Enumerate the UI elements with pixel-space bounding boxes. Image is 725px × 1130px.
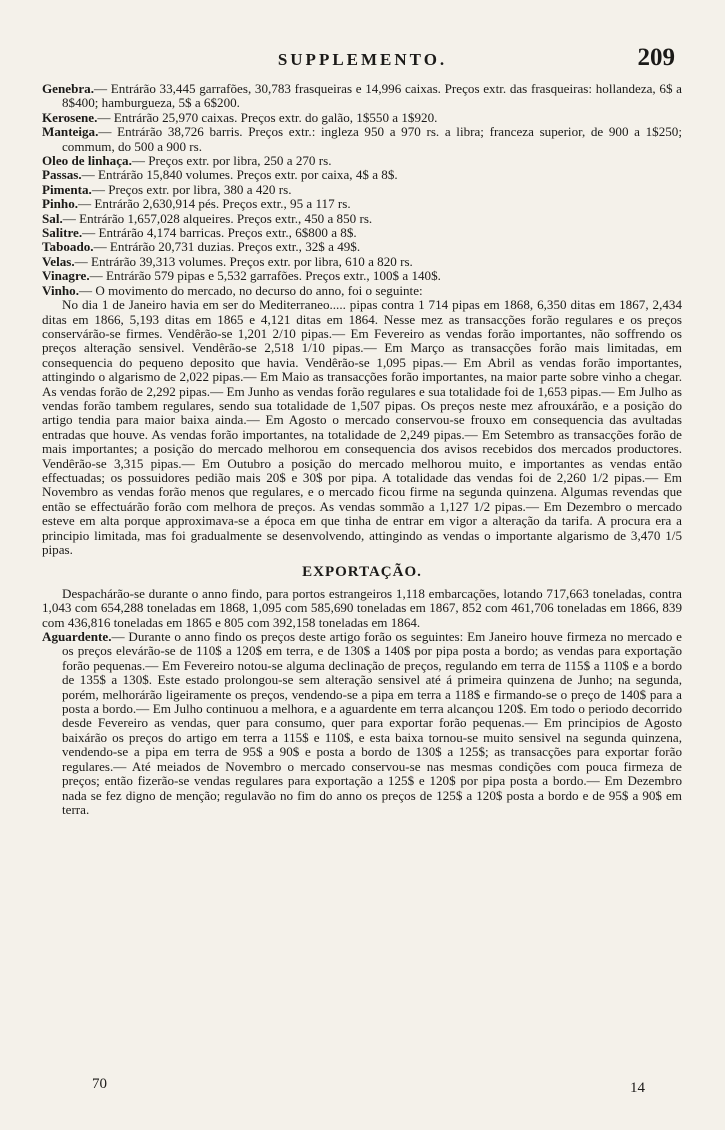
exportacao-intro: Despachárão-se durante o anno findo, para portos estrangeiros 1,118 embarcações, lotando 717,663 toneladas, contra 1,043 com 654,288 toneladas em 1868, 1,095 com 585,690 toneladas em 1867, 852 com 461,706 toneladas em 1866, 839 com 436,816 toneladas em 1865 e 805 com 392,158 toneladas em 1864. [42,585,682,630]
entry-vinagre [42,269,682,283]
entry-text: — Entrárão 579 pipas e 5,532 garrafões. Preços extr., 100$ a 140$. [89,268,441,284]
entry-vinho [42,284,682,298]
entry-text: — O movimento do mercado, no decurso do anno, foi o seguinte: [79,282,423,298]
entry-text: — Preços extr. por libra, 380 a 420 rs. [91,181,292,197]
signature-mark-left: 70 [92,1076,107,1092]
entry-sal [42,212,682,226]
entry-text: — Entrárão 2,630,914 pés. Preços extr., 95 a 117 rs. [78,196,351,212]
entry-text: — Entrárão 33,445 garrafões, 30,783 frasqueiras e 14,996 caixas. Preços extr. das frasqueiras: hollandeza, 6$ a 8$400; hamburgueza, 5$ a 6$200. [62,81,682,111]
entry-term: Passas. [42,167,82,183]
entry-oleo-de-linhaca [42,154,682,168]
vinho-paragraph: No dia 1 de Janeiro havia em ser do Mediterraneo..... pipas contra 1 714 pipas em 1868, 6,350 ditas em 1867, 2,434 ditas em 1866, 5,193 ditas em 1865 e 4,121 ditas em 1864. Nesse mez as transacções forão regulares e os preços conservárão-se firmes. Vendêrão-se 1,201 2/10 pipas.— Em Fevereiro as vendas forão importantes, não soffrendo os preços alteração sensivel. Vendêrão-se 2,518 1/10 pipas.— Em Março as transacções forão mais limitadas, em consequencia do pequeno deposito que havia. Vendêrão-se 1,095 pipas.— Em Abril as vendas forão importantes, attingindo o algarismo de 2,022 pipas.— Em Maio as transacções forão importantes, na maior parte sobre vinho a chegar. As vendas forão de 2,292 pipas.— Em Junho as vendas forão regulares e sua totalidade foi de 1,653 pipas.— Em Julho as vendas forão tambem regulares, sendo sua totalidade de 1,507 pipas. Os preços neste mez afrouxárão, e a posição do artigo tendia para maior baixa ainda.— Em Agosto o mercado conservou-se frouxo em consequencia das avultadas entradas que houve. As vendas forão importantes, na totalidade de 2,249 pipas.— Em Setembro as transacções forão de mais importantes; a posição do mercado melhorou em consequencia dos avisos recebidos dos mercados productores. Vendêrão-se 3,315 pipas.— Em Outubro a posição do mercado melhorou muito, e importantes as vendas então effectuadas; os possuidores pedião mais 20$ e 30$ por pipa. A totalidade das vendas foi de 2,260 1/2 pipas.— Em Novembro as vendas forão menos que regulares, e o mercado ficou firme na segunda quinzena. Algumas revendas que então se effectuárão forão com melhora de preços. As vendas sommão a 1,127 1/2 pipas.— Em Dezembro o mercado esteve em alta porque approximava-se a época em que tinha de entrar em vigor a alteração da tarifa. A procura era a principio limitada, mas foi gradualmente se desenvolvendo, attingindo as vendas o importante algarismo de 3,470 1/5 pipas. [42,297,682,557]
entry-pinho [42,197,682,211]
entry-genebra [42,82,682,111]
entry-term: Taboado. [42,239,94,255]
entry-manteiga [42,125,682,154]
entry-text: — Preços extr. por libra, 250 a 270 rs. [131,153,332,169]
entry-term: Vinho. [42,282,79,298]
entry-term: Velas. [42,253,75,269]
entry-term: Vinagre. [42,268,90,284]
running-title: SUPPLEMENTO. [277,50,448,69]
page-header [40,44,685,78]
entry-text: — Entrárão 39,313 volumes. Preços extr. por libra, 610 a 820 rs. [74,253,413,269]
entry-text: — Entrárão 20,731 duzias. Preços extr., 32$ a 49$. [93,239,361,255]
entry-term: Pimenta. [42,181,92,197]
entry-text: — Durante o anno findo os preços deste artigo forão os seguintes: Em Janeiro houve firmeza no mercado e os preços elevárão-se de 110$ a 120$ em terra, e de 130$ a 140$ por pipa posta a bordo; as vendas para exportação forão pequenas.— Em Fevereiro notou-se alguma declinação de preços, regulando em terra de 115$ a 110$ e a bordo de 135$ a 130$. Este estado prolongou-se sem alteração sensivel até á primeira quinzena de Junho; na segunda, porém, melhorárão ligeiramente os preços, vendendo-se a pipa em terra a 118$ e firmando-se o preço de 140$ para a posta a bordo.— Em Julho continuou a melhora, e a aguardente em terra alcançou 120$. Em todo o periodo decorrido desde Fevereiro as vendas, quer para consumo, quer para exportar forão pequenas.— Em principios de Agosto baixárão os preços do artigo em terra a 115$ e 110$, e esta baixa tornou-se muito sensivel na segunda quinzena, vendendo-se a pipa em terra de 95$ a 90$ e posta a bordo de 130$ a 125$; as transacções para exportar forão regulares.— Até meiados de Novembro o mercado conservou-se nas mesmas condições com pouca firmeza de preços; então fizerão-se vendas regulares para exportação a 125$ e 120$ por pipa posta a bordo.— Em Dezembro nada se fez digno de menção; regulavão no fim do anno os preços de 125$ a 120$ posta a bordo e de 95$ a 90$ em terra. [62,629,682,817]
entry-kerosene [42,111,682,125]
entry-term: Salitre. [42,225,83,241]
entry-text: — Entrárão 4,174 barricas. Preços extr., 6$800 a 8$. [82,225,357,241]
entry-text: — Entrárão 1,657,028 alqueires. Preços extr., 450 a 850 rs. [62,210,373,226]
entry-term: Kerosene. [42,109,98,125]
signature-mark-right: 14 [630,1080,645,1096]
entry-term: Pinho. [42,196,79,212]
entry-salitre [42,226,682,240]
entry-aguardente [42,630,682,817]
page-content [42,82,682,817]
entry-text: — Entrárão 15,840 volumes. Preços extr. por caixa, 4$ a 8$. [81,167,398,183]
entry-text: — Entrárão 38,726 barris. Preços extr.: ingleza 950 a 970 rs. a libra; franceza superior, de 900 a 1$250; commum, do 500 a 900 rs. [62,124,682,154]
entry-term: Sal. [42,210,63,226]
entry-pimenta [42,183,682,197]
page-footer [40,1076,685,1100]
section-heading-exportacao: EXPORTAÇÃO. [302,564,422,581]
entry-term: Oleo de linhaça. [42,153,132,169]
entry-term: Aguardente. [42,629,112,645]
entry-passas [42,168,682,182]
entry-term: Genebra. [42,81,95,96]
entry-taboado [42,240,682,254]
entry-term: Manteiga. [42,124,99,140]
entry-velas [42,255,682,269]
page-number: 209 [637,44,675,71]
entry-text: — Entrárão 25,970 caixas. Preços extr. do galão, 1$550 a 1$920. [97,109,438,125]
